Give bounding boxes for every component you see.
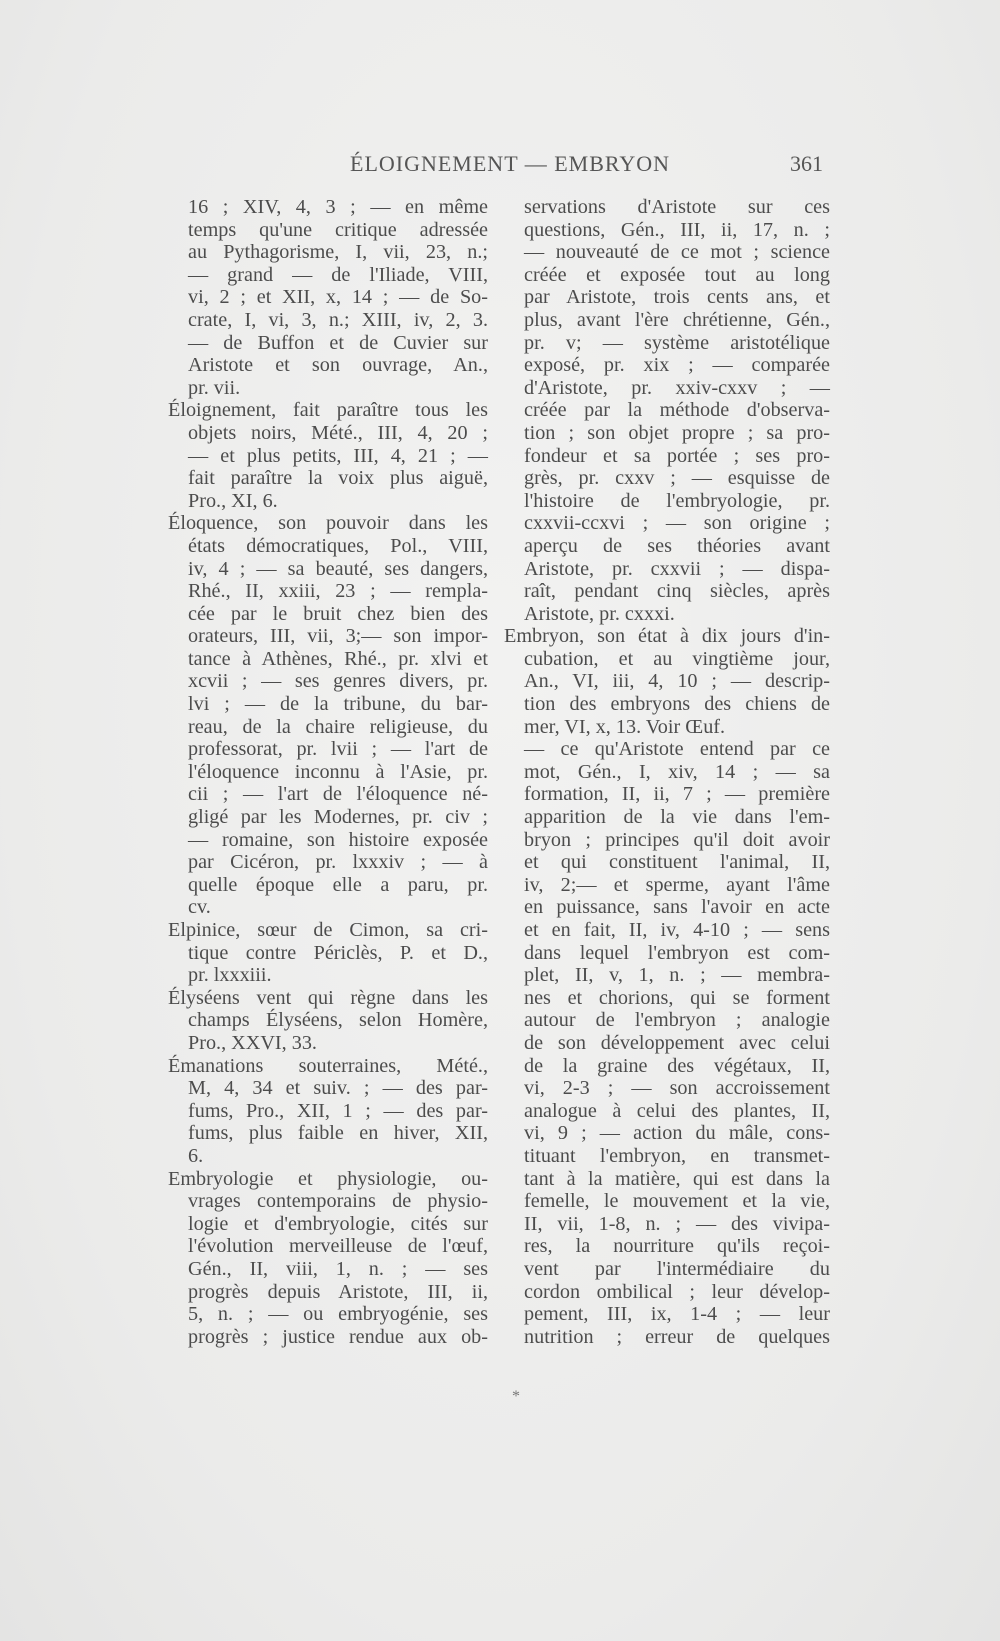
index-line: II, vii, 1-8, n. ; — des vivipa-: [524, 1212, 830, 1235]
index-line: mer, VI, x, 13. Voir Œuf.: [524, 715, 726, 738]
index-line: 5, n. ; — ou embryogénie, ses: [188, 1303, 488, 1326]
index-line: progrès depuis Aristote, III, ii,: [188, 1280, 488, 1303]
index-line: Aristote, pr. cxxxi.: [524, 602, 675, 625]
index-line: d'Aristote, pr. xxiv-cxxv ; —: [524, 376, 830, 399]
right-column: [504, 196, 830, 1348]
index-line: vent par l'intermédiaire du: [524, 1257, 830, 1280]
index-line: et qui constituent l'animal, II,: [524, 851, 830, 874]
index-line: — romaine, son histoire exposée: [188, 828, 488, 851]
index-line: Aristote, pr. cxxvii ; — dispa-: [524, 557, 830, 580]
index-line: de la graine des végétaux, II,: [524, 1054, 830, 1077]
index-line: autour de l'embryon ; analogie: [524, 1009, 830, 1032]
index-line: aperçu de ses théories avant: [524, 534, 830, 557]
index-line: — ce qu'Aristote entend par ce: [524, 738, 830, 761]
index-line: — et plus petits, III, 4, 21 ; —: [188, 444, 488, 467]
index-line: Émanations souterraines, Mété.,: [168, 1054, 488, 1077]
index-line: Embryologie et physiologie, ou-: [168, 1167, 488, 1190]
index-line: — nouveauté de ce mot ; science: [524, 241, 830, 264]
index-line: Pro., XI, 6.: [188, 489, 278, 512]
index-line: fondeur et sa portée ; ses pro-: [524, 444, 830, 467]
index-line: iv, 2;— et sperme, ayant l'âme: [524, 873, 830, 896]
running-head: ÉLOIGNEMENT — EMBRYON: [350, 151, 671, 176]
index-line: servations d'Aristote sur ces: [524, 196, 830, 218]
index-line: et en fait, II, iv, 4-10 ; — sens: [524, 919, 830, 941]
index-line: lvi ; — de la tribune, du bar-: [188, 693, 488, 716]
index-line: femelle, le mouvement et la vie,: [524, 1190, 830, 1213]
index-line: tituant l'embryon, en transmet-: [524, 1144, 830, 1167]
index-line: bryon ; principes qu'il doit avoir: [524, 828, 830, 851]
index-line: M, 4, 34 et suiv. ; — des par-: [188, 1077, 488, 1100]
index-line: par Cicéron, pr. lxxxiv ; — à: [188, 851, 488, 874]
index-line: pr. v; — système aristotélique: [524, 331, 830, 354]
index-line: tant à la matière, qui est dans la: [524, 1167, 830, 1190]
index-line: formation, II, ii, 7 ; — première: [524, 783, 830, 806]
index-line: tique contre Périclès, P. et D.,: [188, 941, 488, 964]
index-line: grès, pr. cxxv ; — esquisse de: [524, 467, 830, 490]
index-line: l'histoire de l'embryologie, pr.: [524, 489, 830, 512]
index-line: tion ; son objet propre ; sa pro-: [524, 421, 830, 444]
index-line: gligé par les Modernes, pr. civ ;: [188, 806, 488, 829]
index-line: analogue à celui des plantes, II,: [524, 1099, 830, 1122]
index-line: nes et chorions, qui se forment: [524, 986, 830, 1009]
index-line: objets noirs, Mété., III, 4, 20 ;: [188, 421, 488, 444]
index-line: dans lequel l'embryon est com-: [524, 941, 830, 964]
index-line: vi, 2 ; et XII, x, 14 ; — de So-: [188, 286, 488, 309]
index-line: Embryon, son état à dix jours d'in-: [504, 625, 830, 648]
index-line: plus, avant l'ère chrétienne, Gén.,: [524, 308, 830, 331]
index-line: vrages contemporains de physio-: [188, 1190, 488, 1213]
index-line: cordon ombilical ; leur dévelop-: [524, 1280, 830, 1303]
index-line: — grand — de l'Iliade, VIII,: [188, 263, 488, 286]
index-line: cv.: [188, 896, 211, 919]
index-line: mot, Gén., I, xiv, 14 ; — sa: [524, 760, 830, 783]
index-line: xcvii ; — ses genres divers, pr.: [188, 670, 488, 693]
index-line: logie et d'embryologie, cités sur: [188, 1212, 488, 1235]
index-line: iv, 4 ; — sa beauté, ses dangers,: [188, 557, 488, 580]
page-number: 361: [790, 151, 823, 176]
index-line: cxxvii-ccxvi ; — son origine ;: [524, 512, 830, 535]
index-line: progrès ; justice rendue aux ob-: [188, 1325, 488, 1348]
index-line: Pro., XXVI, 33.: [188, 1031, 317, 1054]
index-line: créée par la méthode d'observa-: [524, 399, 830, 422]
index-line: tion des embryons des chiens de: [524, 693, 830, 716]
index-line: de son développement avec celui: [524, 1031, 830, 1054]
index-line: vi, 9 ; — action du mâle, cons-: [524, 1122, 830, 1145]
index-line: en puissance, sans l'avoir en acte: [524, 896, 830, 919]
index-line: — de Buffon et de Cuvier sur: [188, 331, 488, 354]
index-line: au Pythagorisme, I, vii, 23, n.;: [188, 241, 488, 264]
index-line: Éloignement, fait paraître tous les: [168, 399, 488, 422]
index-line: pement, III, ix, 1-4 ; — leur: [524, 1303, 830, 1326]
index-line: orateurs, III, vii, 3;— son impor-: [188, 625, 488, 648]
index-line: Aristote et son ouvrage, An.,: [188, 354, 488, 377]
index-line: créée et exposée tout au long: [524, 263, 830, 286]
index-line: temps qu'une critique adressée: [188, 218, 488, 241]
footer-mark: *: [512, 1388, 520, 1405]
index-line: tance à Athènes, Rhé., pr. xlvi et: [188, 647, 488, 670]
index-line: professorat, pr. lvii ; — l'art de: [188, 738, 488, 761]
index-line: 6.: [188, 1144, 204, 1167]
index-line: fums, plus faible en hiver, XII,: [188, 1122, 488, 1145]
index-line: états démocratiques, Pol., VIII,: [188, 534, 488, 557]
index-line: reau, de la chaire religieuse, du: [188, 715, 488, 738]
index-line: crate, I, vi, 3, n.; XIII, iv, 2, 3.: [188, 308, 488, 331]
index-line: questions, Gén., III, ii, 17, n. ;: [524, 218, 830, 241]
index-line: exposé, pr. xix ; — comparée: [524, 354, 830, 377]
index-line: fait paraître la voix plus aiguë,: [188, 467, 488, 490]
index-line: raît, pendant cinq siècles, après: [524, 580, 830, 603]
index-line: Rhé., II, xxiii, 23 ; — rempla-: [188, 580, 488, 603]
index-line: l'évolution merveilleuse de l'œuf,: [188, 1235, 488, 1258]
left-column: [168, 196, 488, 1348]
index-line: An., VI, iii, 4, 10 ; — descrip-: [524, 670, 830, 693]
index-line: cii ; — l'art de l'éloquence né-: [188, 783, 488, 806]
index-line: pr. vii.: [188, 376, 241, 399]
index-line: par Aristote, trois cents ans, et: [524, 286, 830, 309]
index-line: cubation, et au vingtième jour,: [524, 647, 830, 670]
index-line: nutrition ; erreur de quelques: [524, 1325, 830, 1348]
index-line: res, la nourriture qu'ils reçoi-: [524, 1235, 830, 1258]
index-line: vi, 2-3 ; — son accroissement: [524, 1077, 830, 1100]
index-line: Gén., II, viii, 1, n. ; — ses: [188, 1257, 488, 1280]
index-line: fums, Pro., XII, 1 ; — des par-: [188, 1099, 488, 1122]
index-line: quelle époque elle a paru, pr.: [188, 873, 488, 896]
index-line: plet, II, v, 1, n. ; — membra-: [524, 964, 830, 987]
index-line: pr. lxxxiii.: [188, 964, 272, 987]
index-line: champs Élyséens, selon Homère,: [188, 1009, 488, 1032]
index-line: apparition de la vie dans l'em-: [524, 806, 830, 829]
index-line: l'éloquence inconnu à l'Asie, pr.: [188, 760, 488, 783]
index-line: Élyséens vent qui règne dans les: [168, 986, 488, 1009]
index-line: cée par le bruit chez bien des: [188, 602, 488, 625]
index-line: Éloquence, son pouvoir dans les: [168, 512, 488, 535]
index-line: Elpinice, sœur de Cimon, sa cri-: [168, 919, 488, 941]
index-line: 16 ; XIV, 4, 3 ; — en même: [188, 196, 488, 218]
